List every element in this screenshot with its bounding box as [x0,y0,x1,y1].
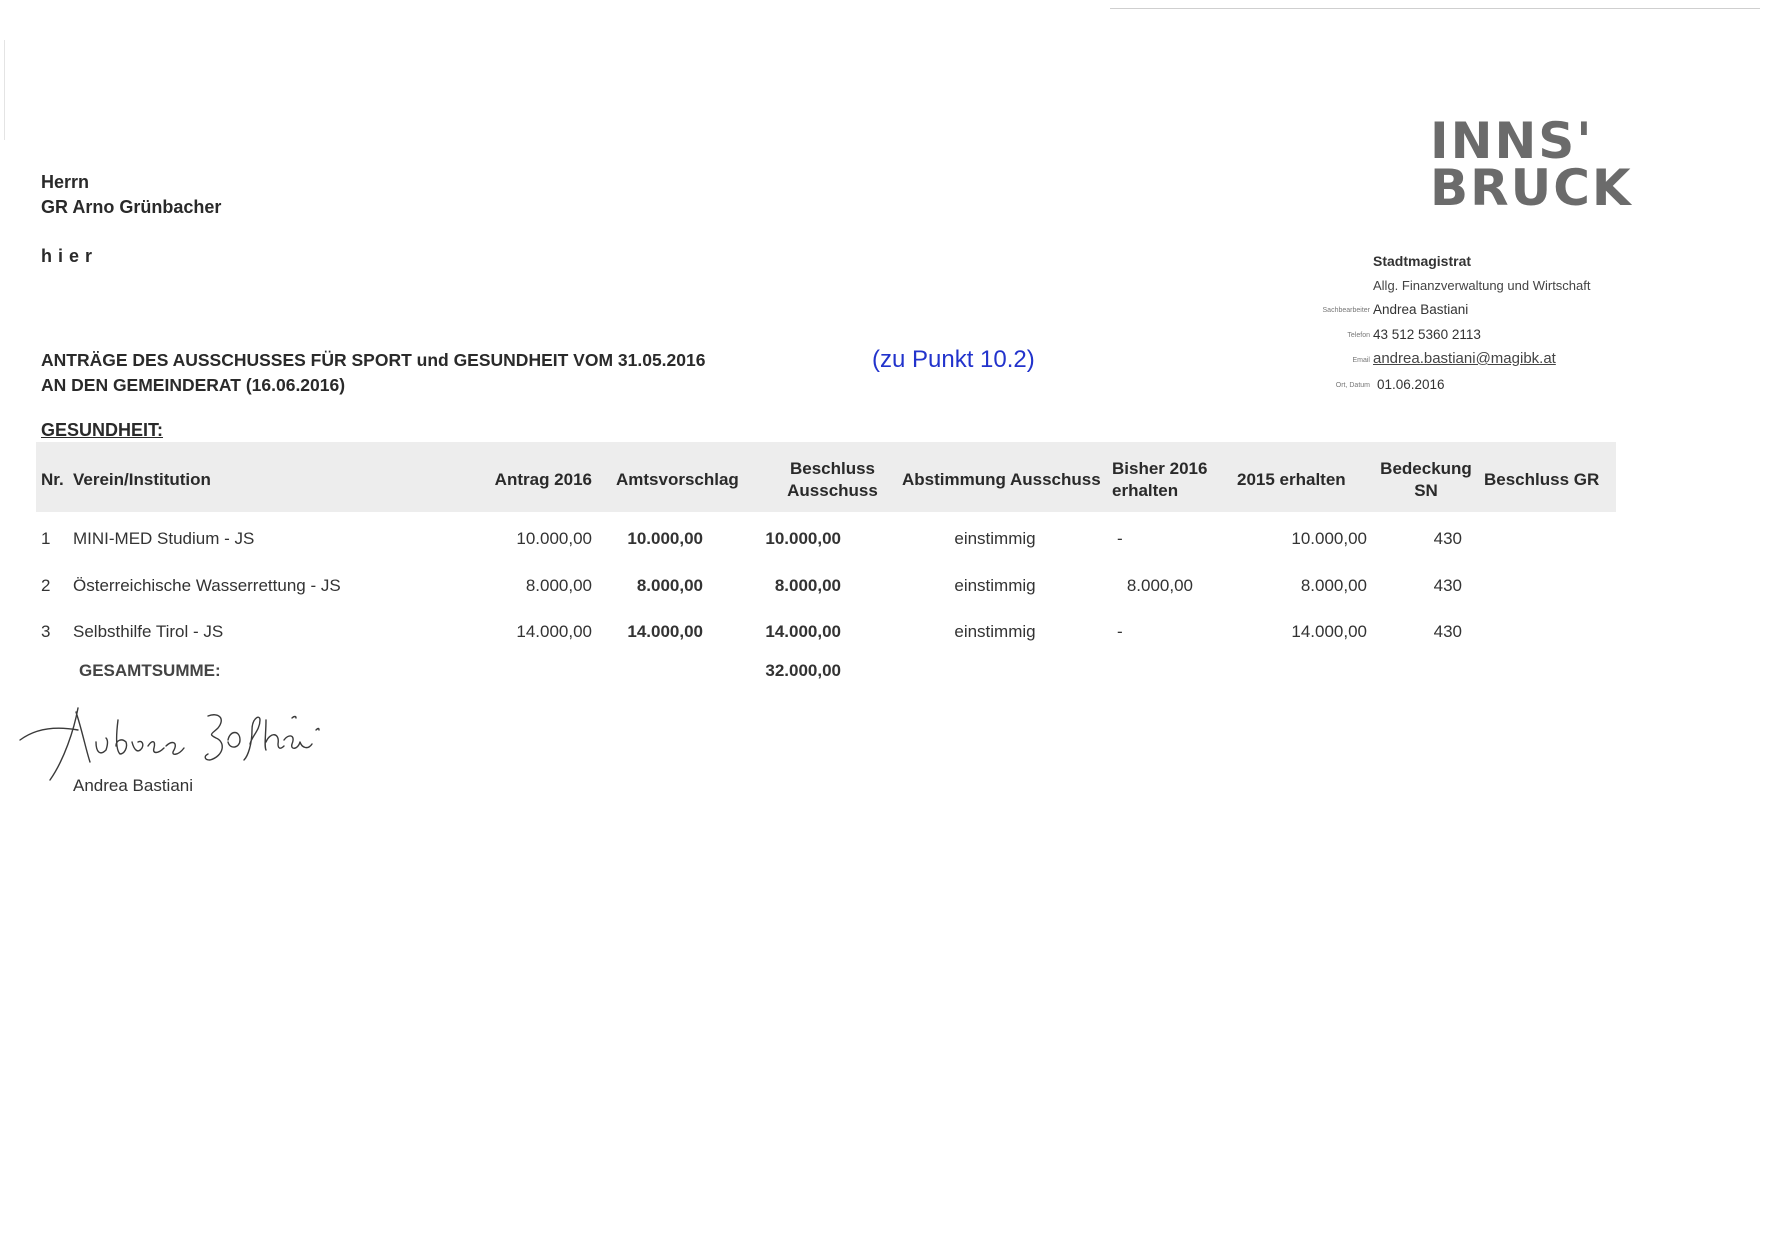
cell-erhalten-2015: 10.000,00 [1291,529,1367,548]
total-label: GESAMTSUMME: [79,661,221,680]
cell-bedeckung: 430 [1433,529,1462,548]
header-bisher-2016: Bisher 2016 erhalten [1112,459,1208,500]
email-link[interactable]: andrea.bastiani@magibk.at [1373,350,1556,367]
signatory-name: Andrea Bastiani [73,776,194,795]
cell-beschluss: 8.000,00 [774,576,841,595]
cell-verein: Österreichische Wasserrettung - JS [73,576,341,595]
innsbruck-logo: INNS' BRUCK [1430,112,1633,217]
header-beschluss-gr: Beschluss GR [1484,470,1600,489]
magistrat-department: Allg. Finanzverwaltung und Wirtschaft [1373,278,1591,293]
total-value: 32.000,00 [765,661,841,680]
section-title: GESUNDHEIT: [41,420,164,440]
cell-bisher: - [1117,622,1123,641]
cell-nr: 3 [41,622,51,641]
table-row [0,622,1768,646]
table-row [0,529,1768,553]
cell-bedeckung: 430 [1433,576,1462,595]
header-2015-erhalten: 2015 erhalten [1237,470,1346,489]
subject-line-1: ANTRÄGE DES AUSSCHUSSES FÜR SPORT und GESUNDHEIT VOM 31.05.2016 [41,350,706,370]
cell-abstimmung: einstimmig [954,576,1036,595]
cell-antrag: 8.000,00 [525,576,592,595]
cell-bedeckung: 430 [1433,622,1462,641]
header-amtsvorschlag: Amtsvorschlag [616,470,739,489]
subject-line-2: AN DEN GEMEINDERAT (16.06.2016) [41,375,346,395]
cell-beschluss: 14.000,00 [765,622,841,641]
document-subject [41,348,705,398]
cell-erhalten-2015: 14.000,00 [1291,622,1367,641]
cell-nr: 2 [41,576,51,595]
scan-edge-line [4,40,5,140]
cell-amtsvorschlag: 14.000,00 [627,622,703,641]
table-row [0,576,1768,600]
cell-abstimmung: einstimmig [954,529,1036,548]
cell-bisher: - [1117,529,1123,548]
header-nr: Nr. [41,470,64,489]
cell-nr: 1 [41,529,51,548]
header-bedeckung: Bedeckung SN [1380,459,1472,500]
recipient-salutation: Herrn [41,172,90,192]
magistrat-title: Stadtmagistrat [1373,253,1472,269]
cell-erhalten-2015: 8.000,00 [1300,576,1367,595]
agenda-reference: (zu Punkt 10.2) [872,346,1035,373]
cell-antrag: 10.000,00 [516,529,592,548]
header-beschluss-ausschuss: Beschluss Ausschuss [787,459,878,500]
header-antrag: Antrag 2016 [494,470,592,489]
cell-beschluss: 10.000,00 [765,529,841,548]
cell-verein: Selbsthilfe Tirol - JS [73,622,224,641]
cell-bisher: 8.000,00 [1126,576,1193,595]
header-verein: Verein/Institution [73,470,211,489]
cell-verein: MINI-MED Studium - JS [73,529,255,548]
cell-amtsvorschlag: 10.000,00 [627,529,703,548]
recipient-location: hier [41,246,99,266]
cell-abstimmung: einstimmig [954,622,1036,641]
scan-edge-line [1110,8,1760,9]
cell-amtsvorschlag: 8.000,00 [636,576,703,595]
recipient-name: GR Arno Grünbacher [41,197,222,217]
header-abstimmung: Abstimmung Ausschuss [902,470,1101,489]
cell-antrag: 14.000,00 [516,622,592,641]
